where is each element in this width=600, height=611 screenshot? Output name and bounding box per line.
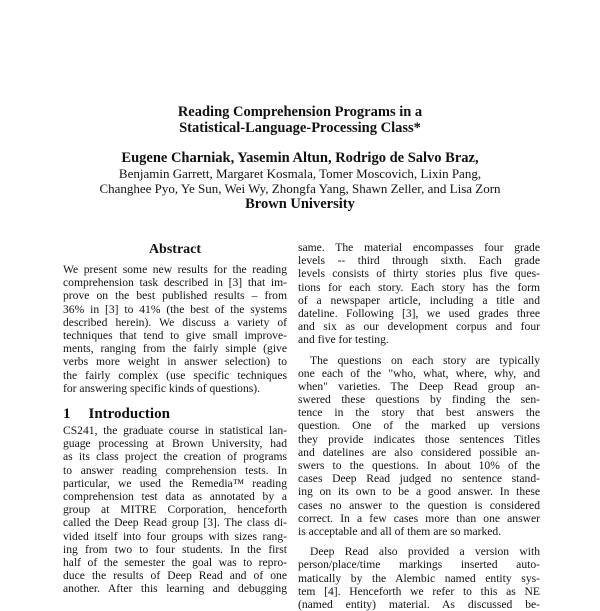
text-line: swered these questions by finding the sen-: [298, 393, 540, 407]
text-line: cases no answer to the question is considered: [298, 498, 540, 512]
title-line: Statistical-Language-Processing Class*: [179, 120, 421, 136]
text-line: dateline. Following [3], we used grades three: [298, 306, 540, 320]
text-line: person/place/time markings inserted auto-: [298, 558, 540, 572]
text-line: The questions on each story are typically: [310, 353, 540, 367]
text-line: We present some new results for the reading: [63, 263, 287, 276]
text-line: ing from two to four students. In the first: [63, 542, 287, 556]
text-line: particular, we used the Remedia™ reading: [63, 476, 287, 490]
text-line: CS241, the graduate course in statistical lan-: [63, 424, 287, 437]
text-line: called the Deep Read group [3]. The class di-: [63, 516, 287, 530]
text-line: cases Deep Read judged no sentence stand-: [298, 472, 540, 486]
text-line: tem [4]. Henceforth we refer to this as NE: [298, 584, 540, 598]
text-line: for answering specific kinds of questions).: [63, 381, 261, 395]
text-line: tions for each story. Each story has the form: [298, 280, 540, 294]
text-line: verbs more weight in answer selection) to: [63, 355, 287, 369]
text-line: levels -- third through sixth. Each grade: [298, 254, 540, 268]
text-line: described herein). We discuss a variety of: [63, 315, 287, 329]
text-line: ments, ranging from the fairly simple (give: [63, 342, 287, 356]
text-line: as its class project the creation of programs: [63, 450, 287, 464]
text-line: (named entity) material. As discussed be-: [298, 597, 540, 611]
text-line: comprehension test data as annotated by a: [63, 489, 287, 503]
text-line: when" varieties. The Deep Read group an-: [298, 379, 540, 393]
section-number: 1: [63, 406, 71, 422]
authors-line-1: Eugene Charniak, Yasemin Altun, Rodrigo de Salvo Braz,: [121, 150, 479, 166]
text-line: Deep Read also provided a version with: [310, 545, 540, 559]
text-line: tence in the story that best answers the: [298, 406, 540, 420]
text-line: matically by the Alembic named entity sys-: [298, 571, 540, 585]
abstract-body: [63, 263, 287, 395]
text-line: 36% in [3] to 41% (the best of the systems: [63, 302, 287, 316]
text-line: is acceptable and all of them are so marked.: [298, 524, 502, 538]
text-line: ing on its own to be a good answer. In these: [298, 485, 540, 499]
right-column-body: [298, 241, 540, 611]
text-line: group at MITRE Corporation, henceforth: [63, 503, 287, 517]
text-line: they provide indicates those sentences Titles: [298, 432, 540, 446]
text-line: duce the results of Deep Read and of one: [63, 569, 287, 583]
section-title: Introduction: [88, 406, 170, 422]
text-line: vided itself into four groups with sizes rang-: [63, 529, 287, 543]
text-line: and five for testing.: [298, 333, 389, 347]
text-line: swers to the questions. In about 10% of the: [298, 459, 540, 472]
authors-line-3: Changhee Pyo, Ye Sun, Wei Wy, Zhongfa Yang, Shawn Zeller, and Lisa Zorn: [99, 181, 501, 196]
authors-line-2: Benjamin Garrett, Margaret Kosmala, Tomer Moscovich, Lixin Pang,: [118, 166, 482, 181]
text-line: and six as our development corpus and four: [298, 320, 540, 334]
paper-title: [0, 104, 600, 136]
title-line: Reading Comprehension Programs in a: [177, 104, 423, 120]
text-line: correct. In a few cases more than one answer: [298, 511, 540, 525]
paragraph-gap: [298, 538, 540, 545]
text-line: same. The material encompasses four grade: [298, 241, 540, 254]
text-line: to answer reading comprehension tests. In: [63, 463, 287, 477]
text-line: comprehension task described in [3] that im-: [63, 276, 287, 290]
abstract-heading: Abstract: [148, 242, 202, 257]
text-line: guage processing at Brown University, had: [63, 437, 287, 451]
paragraph-gap: [298, 347, 540, 354]
text-line: prove on the best published results – from: [63, 289, 287, 303]
text-line: techniques that tend to give small improve-: [63, 328, 287, 342]
text-line: of a newspaper article, including a title and: [298, 293, 540, 307]
text-line: the fairly complex (use specific techniques: [63, 368, 287, 382]
text-line: levels consists of thirty stories plus five ques-: [298, 267, 540, 281]
section-heading-introduction: [63, 406, 188, 423]
affiliation: Brown University: [245, 196, 355, 212]
text-line: and datelines are also considered possible an-: [298, 445, 540, 459]
text-line: one each of the "who, what, where, why, and: [298, 366, 540, 380]
text-line: half of the semester the goal was to repro-: [63, 555, 287, 569]
introduction-body: [63, 424, 287, 595]
text-line: another. After this learning and debugging: [63, 582, 287, 596]
text-line: question. One of the marked up versions: [298, 419, 540, 433]
